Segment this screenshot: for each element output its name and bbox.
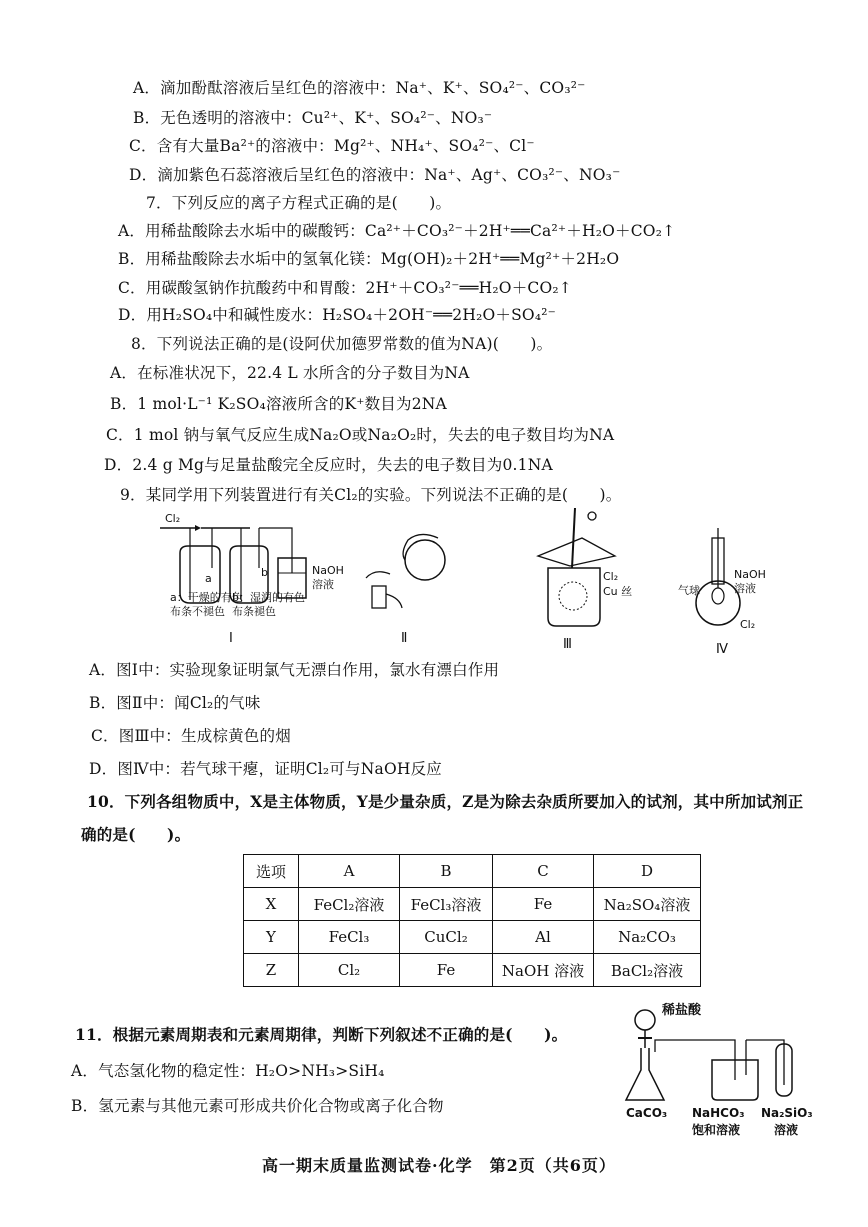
- q10-stem-1: 10．下列各组物质中，X是主体物质，Y是少量杂质，Z是为除去杂质所要加入的试剂，其中所加试剂正: [87, 792, 804, 811]
- table-cell: Na₂SO₄溶液: [594, 888, 701, 921]
- fig11-caco3-label: CaCO₃: [626, 1106, 668, 1120]
- q9-option-d: D．图Ⅳ中：若气球干瘪，证明Cl₂可与NaOH反应: [89, 760, 442, 778]
- table-cell: BaCl₂溶液: [594, 954, 701, 987]
- fig11-na2sio3-label: Na₂SiO₃: [761, 1106, 813, 1120]
- table-cell: Al: [493, 921, 594, 954]
- fig3-cu-label: Cu 丝: [603, 585, 633, 598]
- fig3-cl2-label: Cl₂: [603, 570, 619, 583]
- figure-9-apparatus: [0, 508, 868, 657]
- table-cell: NaOH 溶液: [493, 954, 594, 987]
- table-header-row: [244, 855, 701, 888]
- table-header-cell: D: [594, 855, 701, 888]
- fig4-cl2-label: Cl₂: [740, 618, 756, 631]
- table-cell: Na₂CO₃: [594, 921, 701, 954]
- fig1-b-note-2: 布条褪色: [232, 605, 276, 618]
- q10-stem-2: 确的是( )。: [81, 825, 191, 844]
- table-cell: X: [244, 888, 299, 921]
- fig1-b-note-1: b：湿润的有色: [232, 591, 305, 604]
- q8-option-d: D．2.4 g Mg与足量盐酸完全反应时，失去的电子数目为0.1NA: [104, 456, 553, 474]
- fig11-nahco3-sat-label: 饱和溶液: [692, 1123, 741, 1137]
- table-cell: FeCl₂溶液: [299, 888, 400, 921]
- fig11-na2sio3-solution-label: 溶液: [774, 1123, 799, 1137]
- fig11-acid-label: 稀盐酸: [662, 1003, 702, 1018]
- table-cell: Y: [244, 921, 299, 954]
- table-cell: FeCl₃溶液: [400, 888, 493, 921]
- fig4-naoh-label: NaOH: [734, 568, 766, 581]
- q7-option-d: D．用H₂SO₄中和碱性废水：H₂SO₄＋2OH⁻══2H₂O＋SO₄²⁻: [118, 306, 557, 324]
- q6-option-c: C．含有大量Ba²⁺的溶液中：Mg²⁺、NH₄⁺、SO₄²⁻、Cl⁻: [129, 137, 535, 155]
- q7-stem: 7．下列反应的离子方程式正确的是( )。: [146, 194, 452, 212]
- table-cell: Fe: [400, 954, 493, 987]
- q6-option-b: B．无色透明的溶液中：Cu²⁺、K⁺、SO₄²⁻、NO₃⁻: [133, 109, 493, 127]
- q9-option-c: C．图Ⅲ中：生成棕黄色的烟: [91, 727, 291, 745]
- figure-11-apparatus: [0, 1000, 868, 1150]
- q7-option-c: C．用碳酸氢钠作抗酸药中和胃酸：2H⁺＋CO₃²⁻══H₂O＋CO₂↑: [118, 279, 572, 297]
- fig1-b-label: b: [261, 566, 268, 579]
- q7-option-a: A．用稀盐酸除去水垢中的碳酸钙：Ca²⁺＋CO₃²⁻＋2H⁺══Ca²⁺＋H₂O＋CO₂↑: [118, 222, 676, 240]
- table-header-cell: A: [299, 855, 400, 888]
- q11-option-a: A．气态氢化物的稳定性：H₂O>NH₃>SiH₄: [71, 1062, 385, 1080]
- fig1-a-note-1: a：干燥的有色: [170, 591, 243, 604]
- fig1-a-label: a: [205, 572, 212, 585]
- fig-caption-2: Ⅱ: [401, 631, 408, 646]
- fig1-naoh-solution-label: 溶液: [312, 578, 334, 591]
- table-header-cell: B: [400, 855, 493, 888]
- q11-stem: 11．根据元素周期表和元素周期律，判断下列叙述不正确的是( )。: [75, 1025, 568, 1044]
- table-cell: Cl₂: [299, 954, 400, 987]
- q9-option-a: A．图Ⅰ中：实验现象证明氯气无漂白作用，氯水有漂白作用: [89, 661, 500, 679]
- q8-stem: 8．下列说法正确的是(设阿伏加德罗常数的值为NA)( )。: [131, 335, 553, 353]
- table-cell: Fe: [493, 888, 594, 921]
- table-cell: FeCl₃: [299, 921, 400, 954]
- table-header-cell: C: [493, 855, 594, 888]
- q8-option-c: C．1 mol 钠与氧气反应生成Na₂O或Na₂O₂时，失去的电子数目均为NA: [106, 426, 615, 444]
- fig-caption-3: Ⅲ: [563, 637, 572, 652]
- fig4-naoh-solution-label: 溶液: [734, 582, 756, 595]
- table-row: [244, 888, 701, 921]
- q11-option-b: B．氢元素与其他元素可形成共价化合物或离子化合物: [71, 1097, 444, 1115]
- fig4-balloon-label: 气球: [678, 584, 700, 597]
- fig-caption-1: Ⅰ: [229, 631, 233, 646]
- table-row: [244, 921, 701, 954]
- fig1-a-note-2: 布条不褪色: [170, 605, 225, 618]
- q8-option-a: A．在标准状况下，22.4 L 水所含的分子数目为NA: [110, 364, 470, 382]
- q6-option-a: A．滴加酚酞溶液后呈红色的溶液中：Na⁺、K⁺、SO₄²⁻、CO₃²⁻: [133, 79, 586, 97]
- table-row: [244, 954, 701, 987]
- fig-caption-4: Ⅳ: [716, 642, 728, 657]
- page-footer: 高一期末质量监测试卷·化学 第2页（共6页）: [262, 1156, 616, 1175]
- q9-stem: 9．某同学用下列装置进行有关Cl₂的实验。下列说法不正确的是( )。: [120, 486, 622, 504]
- fig1-cl2-label: Cl₂: [165, 512, 181, 525]
- table-cell: CuCl₂: [400, 921, 493, 954]
- q9-option-b: B．图Ⅱ中：闻Cl₂的气味: [89, 694, 261, 712]
- fig1-naoh-label: NaOH: [312, 564, 344, 577]
- q7-option-b: B．用稀盐酸除去水垢中的氢氧化镁：Mg(OH)₂＋2H⁺══Mg²⁺＋2H₂O: [118, 250, 620, 268]
- fig11-nahco3-label: NaHCO₃: [692, 1106, 745, 1120]
- q8-option-b: B．1 mol·L⁻¹ K₂SO₄溶液所含的K⁺数目为2NA: [110, 395, 447, 413]
- table-header-cell: 选项: [244, 855, 299, 888]
- q10-options-table: [243, 854, 701, 987]
- table-cell: Z: [244, 954, 299, 987]
- q6-option-d: D．滴加紫色石蕊溶液后呈红色的溶液中：Na⁺、Ag⁺、CO₃²⁻、NO₃⁻: [129, 166, 621, 184]
